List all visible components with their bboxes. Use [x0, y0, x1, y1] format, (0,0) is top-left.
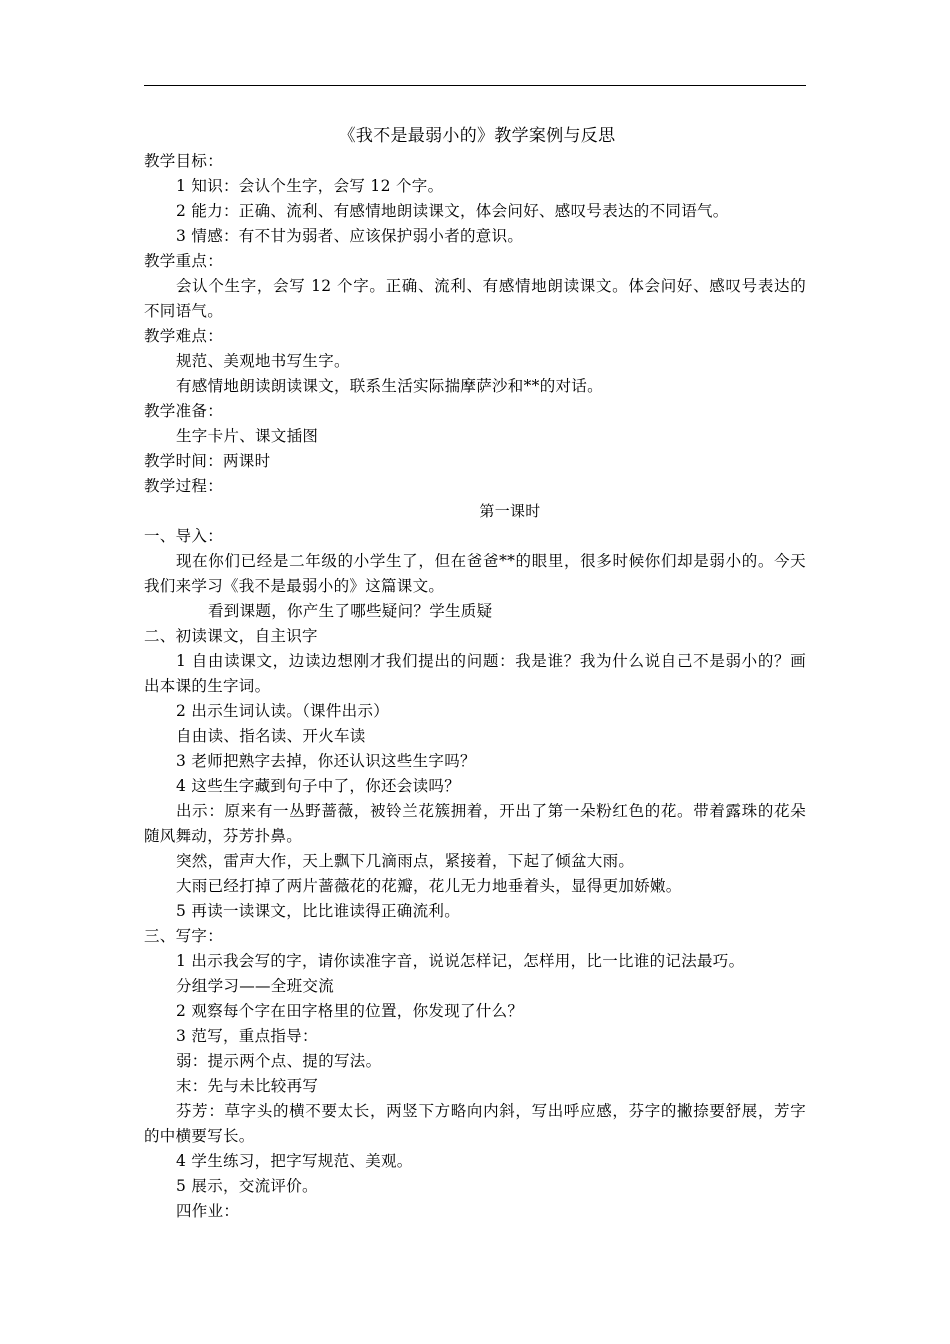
reading-step-4: 4 这些生字藏到句子中了，你还会读吗？	[176, 777, 460, 795]
difficulties-heading: 教学难点：	[144, 327, 224, 345]
goal-emotion: 3 情感：有不甘为弱者、应该保护弱小者的意识。	[176, 227, 524, 245]
lesson-one-heading: 第一课时	[479, 502, 541, 520]
writing-step-4: 4 学生练习，把字写规范、美观。	[176, 1152, 413, 1170]
writing-group-study: 分组学习——全班交流	[176, 977, 335, 995]
section-reading-heading: 二、初读课文，自主识字	[144, 627, 318, 645]
difficulty-2: 有感情地朗读朗读课文，联系生活实际揣摩萨沙和**的对话。	[176, 377, 603, 395]
writing-char-ruo: 弱：提示两个点、提的写法。	[176, 1052, 382, 1070]
reading-step-2: 2 出示生词认读。（课件出示）	[176, 702, 390, 720]
reading-example-3: 大雨已经打掉了两片蔷薇花的花瓣，花儿无力地垂着头，显得更加娇嫩。	[176, 877, 682, 895]
writing-char-mo: 末：先与未比较再写	[176, 1077, 319, 1095]
reading-step-3: 3 老师把熟字去掉，你还认识这些生字吗？	[176, 752, 476, 770]
writing-step-2: 2 观察每个字在田字格里的位置，你发现了什么？	[176, 1002, 524, 1020]
homework-heading: 四作业：	[176, 1202, 240, 1220]
goals-heading: 教学目标：	[144, 152, 224, 170]
writing-char-fenfang: 芬芳：草字头的横不要太长，两竖下方略向内斜，写出呼应感，芬字的撇捺要舒展，芳字的中横要写长。	[144, 1102, 806, 1145]
document-body	[144, 124, 806, 1224]
reading-example-1: 出示：原来有一丛野蔷薇，被铃兰花簇拥着，开出了第一朵粉红色的花。带着露珠的花朵随风舞动，芬芳扑鼻。	[144, 802, 806, 845]
section-writing-heading: 三、写字：	[144, 927, 224, 945]
section-intro-heading: 一、导入：	[144, 527, 224, 545]
writing-step-1: 1 出示我会写的字，请你读准字音，说说怎样记，怎样用，比一比谁的记法最巧。	[176, 952, 745, 970]
page-title: 《我不是最弱小的》教学案例与反思	[338, 126, 616, 146]
reading-methods: 自由读、指名读、开火车读	[176, 727, 366, 745]
keypoints-heading: 教学重点：	[144, 252, 224, 270]
goal-knowledge: 1 知识：会认个生字，会写 12 个字。	[176, 177, 444, 195]
preparation-text: 生字卡片、课文插图	[176, 427, 319, 445]
intro-paragraph: 现在你们已经是二年级的小学生了，但在爸爸**的眼里，很多时候你们却是弱小的。今天我们来学习《我不是最弱小的》这篇课文。	[144, 552, 806, 595]
preparation-heading: 教学准备：	[144, 402, 224, 420]
process-heading: 教学过程：	[144, 477, 224, 495]
intro-question: 看到课题，你产生了哪些疑问？学生质疑	[208, 602, 493, 620]
writing-step-3: 3 范写，重点指导：	[176, 1027, 318, 1045]
goal-ability: 2 能力：正确、流利、有感情地朗读课文，体会问好、感叹号表达的不同语气。	[176, 202, 729, 220]
writing-step-5: 5 展示，交流评价。	[176, 1177, 318, 1195]
keypoints-text: 会认个生字，会写 12 个字。正确、流利、有感情地朗读课文。体会问好、感叹号表达的不同语气。	[144, 277, 806, 320]
reading-example-2: 突然，雷声大作，天上飘下几滴雨点，紧接着，下起了倾盆大雨。	[176, 852, 635, 870]
teaching-time: 教学时间：两课时	[144, 452, 271, 470]
difficulty-1: 规范、美观地书写生字。	[176, 352, 350, 370]
header-rule	[144, 85, 806, 86]
reading-step-1: 1 自由读课文，边读边想刚才我们提出的问题：我是谁？我为什么说自己不是弱小的？画出本课的生字词。	[144, 652, 806, 695]
reading-step-5: 5 再读一读课文，比比谁读得正确流利。	[176, 902, 460, 920]
